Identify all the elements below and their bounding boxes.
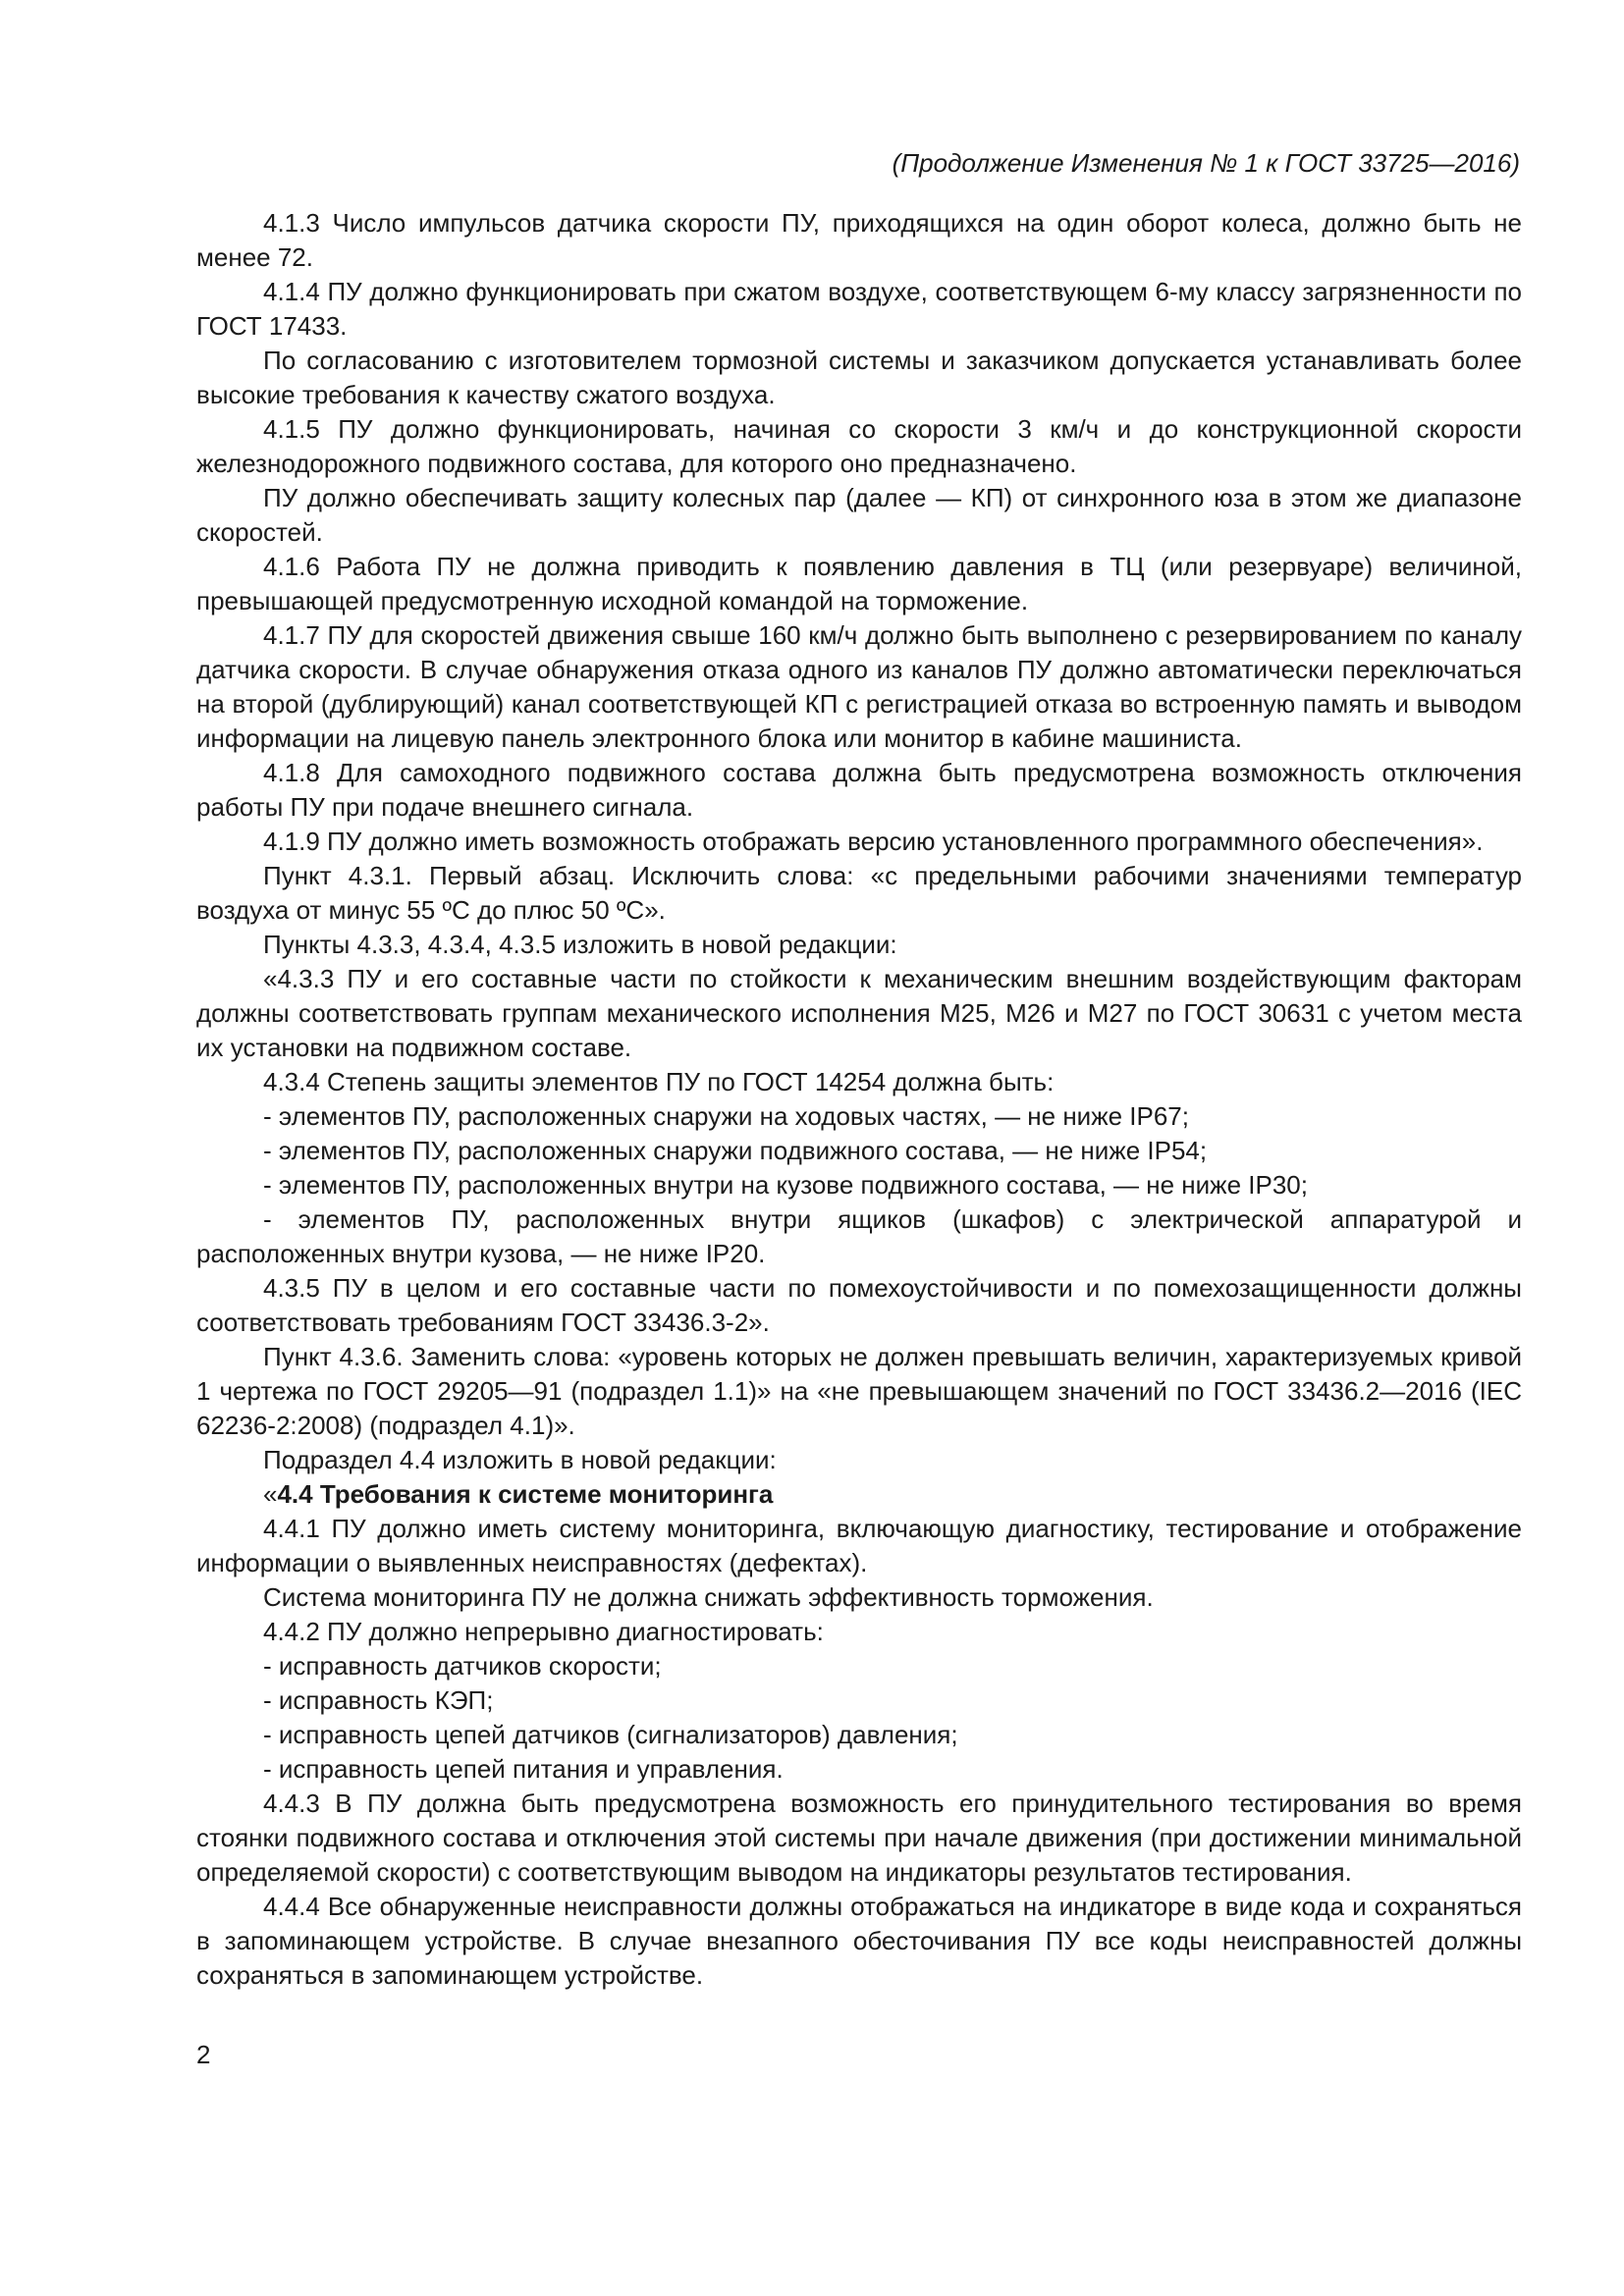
paragraph-4-3-1: Пункт 4.3.1. Первый абзац. Исключить слова: «с предельными рабочими значениями температур воздуха от минус 55 ºС до плюс 50 ºС». [196,861,1522,925]
heading-title: 4.4 Требования к системе мониторинга [277,1479,774,1509]
list-item-ip20: - элементов ПУ, расположенных внутри ящиков (шкафов) с электрической аппаратурой и расположенных внутри кузова, — не ниже IP20. [196,1204,1522,1268]
heading-open-quote: « [263,1479,278,1509]
paragraph-4-4-4: 4.4.4 Все обнаруженные неисправности должны отображаться на индикаторе в виде кода и сохраняться в запоминающем устройстве. В случае внезапного обесточивания ПУ все коды неисправностей должны сохраняться в запоминающем устройстве. [196,1892,1522,1990]
paragraph-4-3-5: 4.3.5 ПУ в целом и его составные части по помехоустойчивости и по помехозащищенности должны соответствовать требованиям ГОСТ 33436.3-2». [196,1273,1522,1337]
running-header: (Продолжение Изменения № 1 к ГОСТ 33725—2016) [892,148,1520,178]
paragraph-wheelset-protection: ПУ должно обеспечивать защиту колесных пар (далее — КП) от синхронного юза в этом же диапазоне скоростей. [196,483,1522,547]
page-number: 2 [196,2040,211,2069]
list-item-ip54: - элементов ПУ, расположенных снаружи подвижного состава, — не ниже IP54; [263,1136,1208,1165]
list-item-ip30: - элементов ПУ, расположенных внутри на кузове подвижного состава, — не ниже IP30; [263,1170,1308,1200]
paragraph-4-1-8: 4.1.8 Для самоходного подвижного состава должна быть предусмотрена возможность отключения работы ПУ при подаче внешнего сигнала. [196,758,1522,822]
paragraph-4-1-7: 4.1.7 ПУ для скоростей движения свыше 160 км/ч должно быть выполнено с резервированием по каналу датчика скорости. В случае обнаружения отказа одного из каналов ПУ должно автоматически переключаться на второй (дублирующий) канал соответствующей КП с регистрацией отказа во встроенную память и выводом информации на лицевую панель электронного блока или монитор в кабине машиниста. [196,620,1522,753]
paragraph-4-4-3: 4.4.3 В ПУ должна быть предусмотрена возможность его принудительного тестирования во время стоянки подвижного состава и отключения этой системы при начале движения (при достижении минимальной определяемой скорости) с соответствующим выводом на индикаторы результатов тестирования. [196,1789,1522,1887]
paragraph-4-3-4: 4.3.4 Степень защиты элементов ПУ по ГОСТ 14254 должна быть: [263,1067,1055,1096]
section-heading-4-4 [196,1477,1522,1512]
paragraph-4-3-3: «4.3.3 ПУ и его составные части по стойкости к механическим внешним воздействующим факторам должны соответствовать группам механического исполнения М25, М26 и М27 по ГОСТ 30631 с учетом места их установки на подвижном составе. [196,964,1522,1062]
paragraph-new-edition: Пункты 4.3.3, 4.3.4, 4.3.5 изложить в новой редакции: [263,930,897,959]
paragraph-4-1-4: 4.1.4 ПУ должно функционировать при сжатом воздухе, соответствующем 6-му классу загрязненности по ГОСТ 17433. [196,277,1522,341]
paragraph-4-1-5: 4.1.5 ПУ должно функционировать, начиная со скорости 3 км/ч и до конструкционной скорости железнодорожного подвижного состава, для которого оно предназначено. [196,414,1522,478]
paragraph-4-4-2: 4.4.2 ПУ должно непрерывно диагностировать: [263,1617,824,1646]
list-item-power-circuits: - исправность цепей питания и управления. [263,1754,784,1784]
paragraph-4-3-6: Пункт 4.3.6. Заменить слова: «уровень которых не должен превышать величин, характеризуемых кривой 1 чертежа по ГОСТ 29205—91 (подраздел 1.1)» на «не превышающем значений по ГОСТ 33436.2—2016 (IEC 62236-2:2008) (подраздел 4.1)». [196,1342,1522,1440]
list-item-speed-sensors: - исправность датчиков скорости; [263,1651,662,1681]
paragraph-air-quality: По согласованию с изготовителем тормозной системы и заказчиком допускается устанавливать более высокие требования к качеству сжатого воздуха. [196,346,1522,409]
body-text [196,206,1522,1993]
paragraph-subsection-4-4: Подраздел 4.4 изложить в новой редакции: [263,1445,777,1474]
paragraph-monitoring-efficiency: Система мониторинга ПУ не должна снижать эффективность торможения. [263,1582,1154,1612]
list-item-ip67: - элементов ПУ, расположенных снаружи на ходовых частях, — не ниже IP67; [263,1101,1189,1131]
list-item-pressure-sensors: - исправность цепей датчиков (сигнализаторов) давления; [263,1720,958,1749]
paragraph-4-1-9: 4.1.9 ПУ должно иметь возможность отображать версию установленного программного обеспечения». [263,827,1484,856]
list-item-kep: - исправность КЭП; [263,1685,494,1715]
paragraph-4-1-3: 4.1.3 Число импульсов датчика скорости ПУ, приходящихся на один оборот колеса, должно быть не менее 72. [196,208,1522,272]
paragraph-4-4-1: 4.4.1 ПУ должно иметь систему мониторинга, включающую диагностику, тестирование и отображение информации о выявленных неисправностях (дефектах). [196,1514,1522,1577]
paragraph-4-1-6: 4.1.6 Работа ПУ не должна приводить к появлению давления в ТЦ (или резервуаре) величиной, превышающей предусмотренную исходной командой на торможение. [196,552,1522,615]
